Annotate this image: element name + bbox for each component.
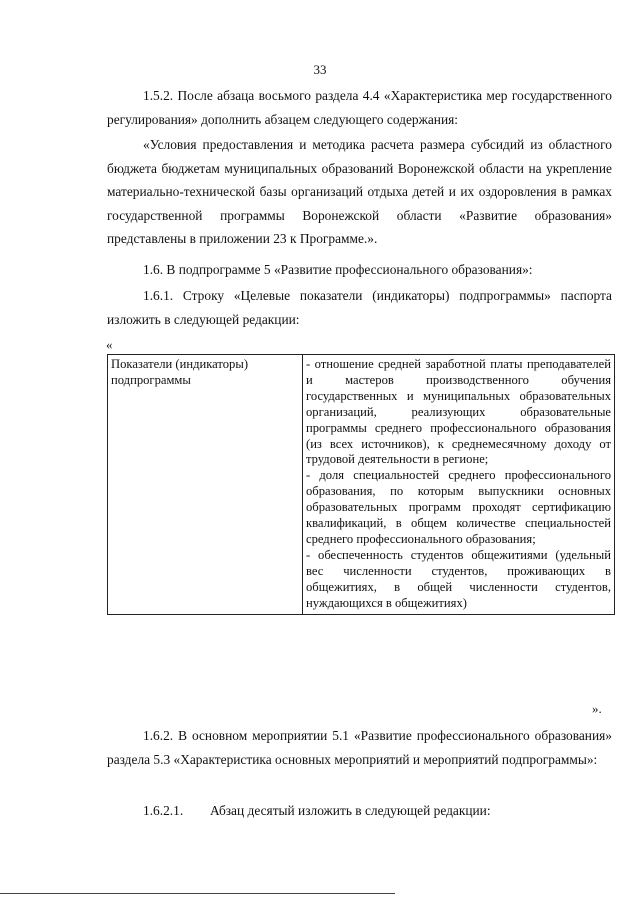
closing-quote-mark: ». xyxy=(592,701,602,716)
indicator-item: - доля специальностей среднего профессионального образования, по которым выпускники основных образовательных программ проходят сертификацию квалификаций, в общем количестве специальностей среднего профессионального образования; xyxy=(306,468,611,546)
paragraph-1-6: 1.6. В подпрограмме 5 «Развитие профессионального образования»: xyxy=(143,262,533,277)
paragraph-1-6-2: 1.6.2. В основном мероприятии 5.1 «Развитие профессионального образования» раздела 5.3 «Характеристика основных мероприятий и мероприятий подпрограммы»: xyxy=(107,728,612,767)
indicator-label-cell: Показатели (индикаторы) подпрограммы xyxy=(108,355,303,615)
page-number: 33 xyxy=(313,62,327,77)
paragraph-1-6-1: 1.6.1. Строку «Целевые показатели (индикаторы) подпрограммы» паспорта изложить в следующей редакции: xyxy=(107,288,612,327)
table-row xyxy=(108,355,615,615)
indicator-list-cell xyxy=(303,355,615,615)
indicator-item: - отношение средней заработной платы преподавателей и мастеров производственного обучения государственных и муниципальных образовательных организаций, реализующих образовательные программы среднего профессионального образования (из всех источников), к среднемесячному доходу от трудовой деятельности в регионе; xyxy=(306,357,611,467)
paragraph-1-5-2: 1.5.2. После абзаца восьмого раздела 4.4 «Характеристика мер государственного регулирования» дополнить абзацем следующего содержания: xyxy=(107,88,612,127)
opening-quote-mark: « xyxy=(106,337,113,352)
paragraph-1-6-2-1: 1.6.2.1. Абзац десятый изложить в следующей редакции: xyxy=(143,803,491,818)
paragraph-quoted-insert: «Условия предоставления и методика расчета размера субсидий из областного бюджета бюджетам муниципальных образований Воронежской области на укрепление материально-технической базы организаций отдыха детей и их оздоровления в рамках государственной программы Воронежской области «Развитие образования» представлены в приложении 23 к Программе.». xyxy=(107,137,612,247)
indicator-item: - обеспеченность студентов общежитиями (удельный вес численности студентов, проживающих в общежитиях, в общей численности студентов, нуждающихся в общежитиях) xyxy=(306,547,611,610)
passport-table xyxy=(107,354,615,615)
footer-rule xyxy=(0,893,395,894)
